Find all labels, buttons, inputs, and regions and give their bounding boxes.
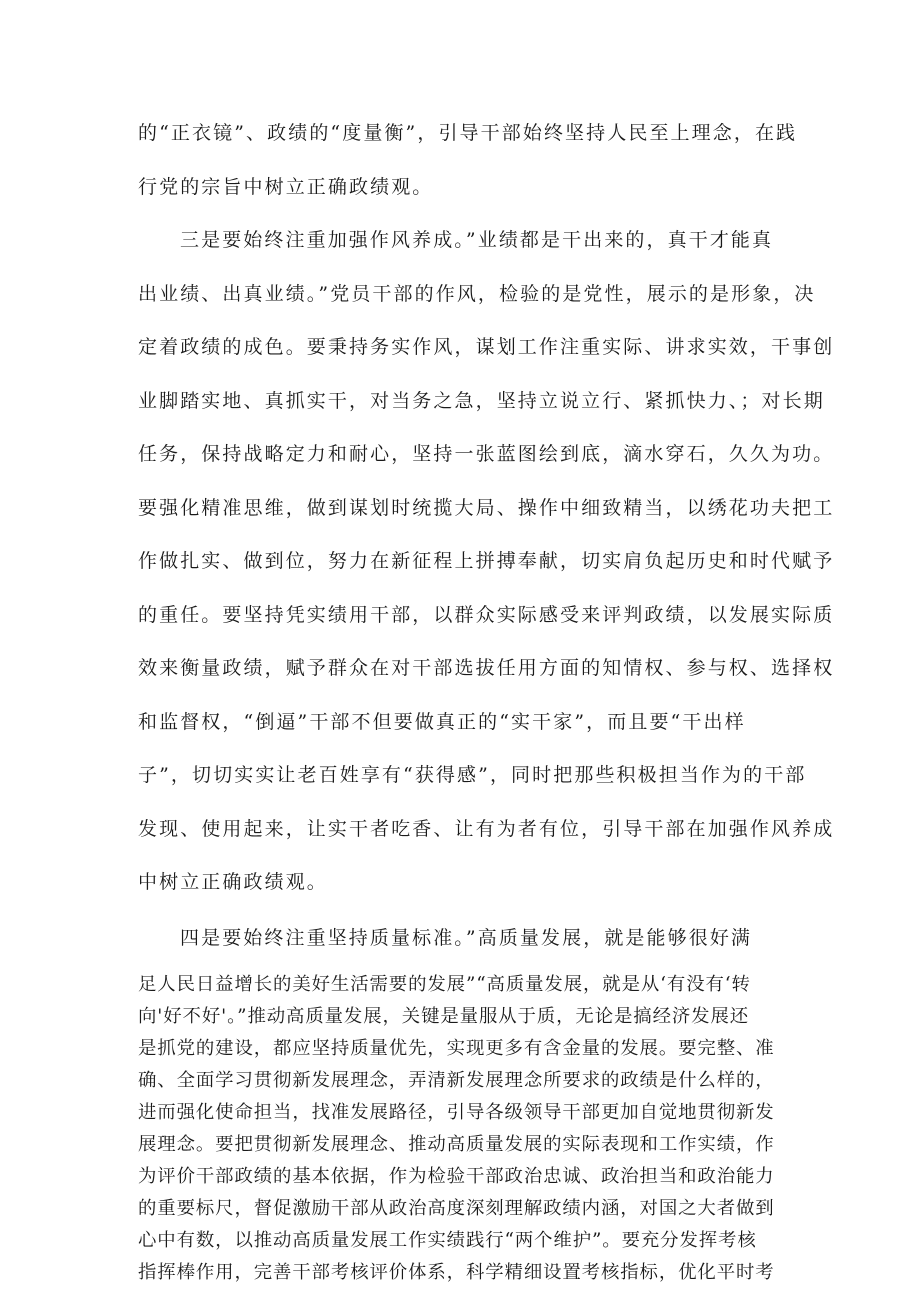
paragraph-heading-line: 三是要始终注重加强作风养成。”业绩都是干出来的，真干才能真	[180, 229, 774, 251]
paragraph-line: 行党的宗旨中树立正确政绩观。	[138, 176, 434, 198]
paragraph-line: 的重任。要坚持凭实绩用干部，以群众实际感受来评判政绩，以发展实际质	[138, 604, 835, 626]
paragraph-line: 作做扎实、做到位，努力在新征程上拼搏奉献，切实肩负起历史和时代赋予	[138, 550, 835, 572]
paragraph-line: 业脚踏实地、真抓实干，对当务之急，坚持立说立行、紧抓快力、；对长期	[138, 390, 825, 412]
paragraph-line: 发现、使用起来，让实干者吃香、让有为者有位，引导干部在加强作风养成	[138, 818, 835, 840]
paragraph-line: 为评价干部政绩的基本依据，作为检验干部政治忠诚、政治担当和政治能力	[138, 1166, 775, 1187]
paragraph-line: 效来衡量政绩，赋予群众在对干部选拔任用方面的知情权、参与权、选择权	[138, 657, 835, 679]
paragraph-line: 展理念。要把贯彻新发展理念、推动高质量发展的实际表现和工作实绩，作	[138, 1134, 775, 1155]
paragraph-line: 任务，保持战略定力和耐心，坚持一张蓝图绘到底，滴水穿石，久久为功。	[138, 443, 835, 465]
paragraph-line: 心中有数，以推动高质量发展工作实绩践行“两个维护”。要充分发挥考核	[138, 1230, 757, 1251]
paragraph-line: 足人民日益增长的美好生活需要的发展”“高质量发展，就是从‘有没有‘转	[138, 974, 751, 995]
paragraph-line: 是抓党的建设，都应坚持质量优先，实现更多有含金量的发展。要完整、准	[138, 1038, 775, 1059]
paragraph-line: 确、全面学习贯彻新发展理念，弄清新发展理念所要求的政绩是什么样的，	[138, 1070, 775, 1091]
paragraph-line: 向'好不好'。”推动高质量发展，关键是量服从于质，无论是搞经济发展还	[138, 1006, 750, 1027]
paragraph-line: 和监督权，“倒逼”干部不但要做真正的“实干家”，而且要“干出样	[138, 711, 746, 733]
paragraph-line: 的重要标尺，督促激励干部从政治高度深刻理解政绩内涵，对国之大者做到	[138, 1198, 775, 1219]
paragraph-line: 出业绩、出真业绩。”党员干部的作风，检验的是党性，展示的是形象，决	[138, 283, 816, 305]
paragraph-line: 指挥棒作用，完善干部考核评价体系，科学精细设置考核指标，优化平时考	[138, 1262, 775, 1283]
paragraph-line: 子”，切切实实让老百姓享有“获得感”，同时把那些积极担当作为的干部	[138, 764, 807, 786]
paragraph-line: 中树立正确政绩观。	[138, 871, 328, 893]
paragraph-line: 定着政绩的成色。要秉持务实作风，谋划工作注重实际、讲求实效，干事创	[138, 336, 835, 358]
paragraph-line: 要强化精准思维，做到谋划时统揽大局、操作中细致精当，以绣花功夫把工	[138, 497, 835, 519]
paragraph-heading-line: 四是要始终注重坚持质量标准。”高质量发展，就是能够很好满	[180, 927, 753, 949]
paragraph-line: 的“正衣镜”、政绩的“度量衡”，引导干部始终坚持人民至上理念，在践	[138, 122, 798, 144]
paragraph-line: 进而强化使命担当，找准发展路径，引导各级领导干部更加自觉地贯彻新发	[138, 1102, 775, 1123]
